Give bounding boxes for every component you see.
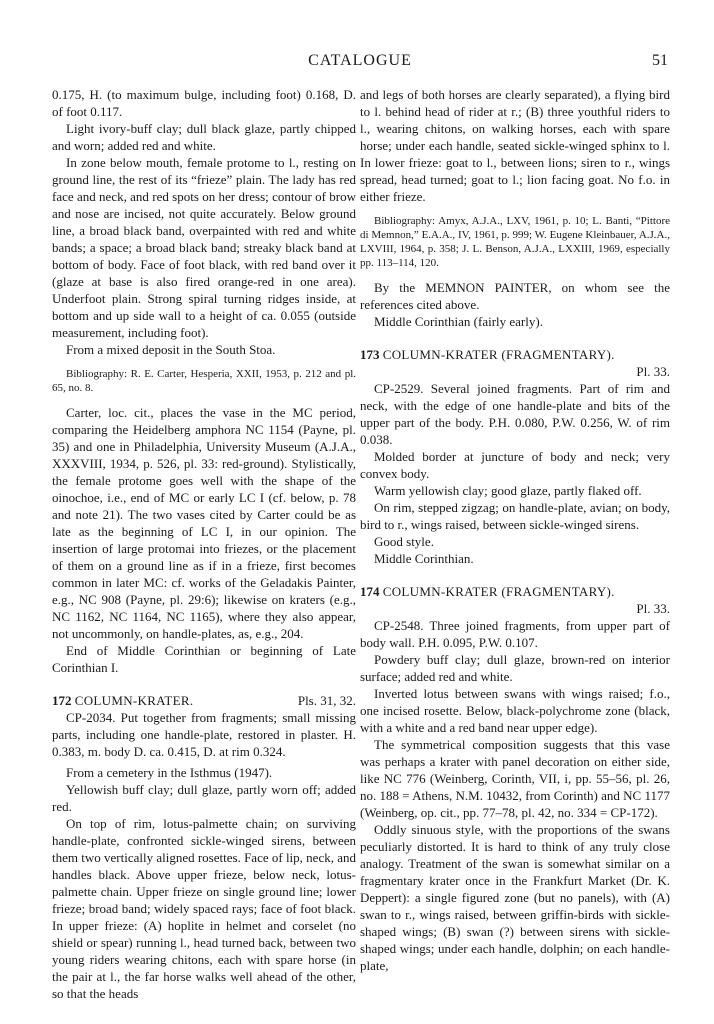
page-header	[52, 52, 668, 76]
paragraph: Yellowish buff clay; dull glaze, partly worn off; added red.	[52, 782, 356, 814]
bibliography: Bibliography: R. E. Carter, Hesperia, XXII, 1953, p. 212 and pl. 65, no. 8.	[52, 368, 356, 394]
paragraph: CP-2529. Several joined fragments. Part of rim and neck, with the edge of one handle-plate and bits of the upper part of the body. P.H. 0.080, P.W. 0.256, W. of rim 0.038.	[360, 381, 670, 447]
running-title: CATALOGUE	[308, 52, 412, 69]
paragraph: End of Middle Corinthian or beginning of Late Corinthian I.	[52, 643, 356, 675]
paragraph: The symmetrical composition suggests that this vase was perhaps a krater with panel decoration on either side, like NC 776 (Weinberg, Corinth, VII, i, pp. 55–56, pl. 26, no. 188 = Athens, N.M. 10432, from Corinth) and NC 1177 (Weinberg, op. cit., pp. 77–78, pl. 42, no. 334 = CP-172).	[360, 737, 670, 820]
entry-heading-174	[360, 583, 670, 600]
plate-reference: Pl. 33.	[636, 601, 670, 616]
entry-number: 172	[52, 693, 72, 708]
paragraph: Light ivory-buff clay; dull black glaze, partly chipped and worn; added red and white.	[52, 121, 356, 153]
paragraph: and legs of both horses are clearly separated), a flying bird to l. behind head of rider at r.; (B) three youthful riders to l., wearing chitons, on walking horses, each with spare horse; under each handle, seated sickle-winged sphinx to l. In lower frieze: goat to l., between lions; siren to r., wings spread, head turned; goat to l.; lion facing goat. No f.o. in either frieze.	[360, 87, 670, 204]
paragraph: 0.175, H. (to maximum bulge, including foot) 0.168, D. of foot 0.117.	[52, 87, 356, 119]
entry-number: 173	[360, 347, 380, 362]
paragraph: CP-2548. Three joined fragments, from upper part of body wall. P.H. 0.095, P.W. 0.107.	[360, 618, 670, 650]
paragraph: From a cemetery in the Isthmus (1947).	[66, 765, 273, 780]
paragraph: CP-2034. Put together from fragments; small missing parts, including one handle-plate, restored in plaster. H. 0.383, m. body D. ca. 0.415, D. at rim 0.324.	[52, 710, 356, 759]
paragraph: On rim, stepped zigzag; on handle-plate, avian; on body, bird to r., wings raised, between sickle-winged sirens.	[360, 500, 670, 532]
entry-heading-173	[360, 346, 670, 363]
paragraph: Middle Corinthian.	[374, 551, 474, 566]
left-column	[52, 86, 356, 1002]
entry-number: 174	[360, 584, 380, 599]
paragraph: Powdery buff clay; dull glaze, brown-red on interior surface; added red and white.	[360, 652, 670, 684]
paragraph: Inverted lotus between swans with wings raised; f.o., one incised rosette. Below, black-polychrome zone (black, with a white and a red band near upper edge).	[360, 686, 670, 735]
plate-reference: Pls. 31, 32.	[297, 693, 356, 708]
paragraph: Carter, loc. cit., places the vase in the MC period, comparing the Heidelberg amphora NC 1154 (Payne, pl. 35) and one in Philadelphia, University Museum (A.J.A., XXXVIII, 1934, p. 526, pl. 33: red-ground). Stylistically, the female protome goes well with the shape of the oinochoe, i.e., end of MC or early LC I (cf. below, p. 78 and note 21). The two vases cited by Carter could be as late as the beginning of LC I, in our opinion. The insertion of large protomai into friezes, or the placement of them on a ground line as if in a frieze, first becomes common in later MC: cf. works of the Geladakis Painter, e.g., NC 908 (Payne, pl. 29:6); likewise on kraters (e.g., NC 1162, NC 1164, NC 1165), where they also appear, not uncommonly, on handle-plates, as, e.g., 204.	[52, 405, 356, 641]
paragraph: Good style.	[374, 534, 434, 549]
plate-reference: Pl. 33.	[636, 364, 670, 379]
right-column	[360, 86, 670, 974]
paragraph: By the MEMNON PAINTER, on whom see the references cited above.	[360, 280, 670, 312]
entry-title: COLUMN-KRATER.	[74, 693, 194, 708]
entry-heading-172	[52, 692, 356, 709]
entry-title: COLUMN-KRATER (FRAGMENTARY).	[382, 347, 615, 362]
paragraph: Warm yellowish clay; good glaze, partly flaked off.	[374, 483, 642, 498]
paragraph: Middle Corinthian (fairly early).	[374, 314, 543, 329]
entry-title: COLUMN-KRATER (FRAGMENTARY).	[382, 584, 615, 599]
paragraph: From a mixed deposit in the South Stoa.	[66, 342, 276, 357]
bibliography: Bibliography: Amyx, A.J.A., LXV, 1961, p. 10; L. Banti, “Pittore di Memnon,” E.A.A., IV, 1961, p. 999; W. Eugene Kleinbauer, A.J.A., LXVIII, 1964, p. 358; J. L. Benson, A.J.A., LXXIII, 1969, especially pp. 113–114, 120.	[360, 215, 670, 269]
paragraph: Oddly sinuous style, with the proportions of the swans peculiarly distorted. It is hard to think of any truly close analogy. Treatment of the swan is somewhat similar on a fragmentary krater once in the Frankfurt Market (Dr. K. Deppert): a single figured zone (but no panels), with (A) swan to r., wings raised, between griffin-birds with sickle-shaped wings; (B) swan (?) between sirens with sickle-shaped wings; under each handle, dolphin; on each handle-plate,	[360, 822, 670, 973]
paragraph: Molded border at juncture of body and neck; very convex body.	[360, 449, 670, 481]
page-number: 51	[652, 52, 668, 69]
paragraph: In zone below mouth, female protome to l., resting on ground line, the rest of its “frieze” plain. The lady has red face and neck, and red spots on her dress; contour of brow and nose are incised, not quite accurately. Below ground line, a broad black band, overpainted with red and white bands; a space; a broad black band; streaky black band at bottom of body. Face of foot black, with red band over it (glaze at base is also fired orange-red in one area). Underfoot plain. Strong spiral turning ridges inside, at bottom and up side wall to a height of ca. 0.055 (outside measurement, including foot).	[52, 155, 356, 340]
paragraph: On top of rim, lotus-palmette chain; on surviving handle-plate, confronted sickle-winged sirens, between them two vertically aligned rosettes. Face of lip, neck, and handles black. Above upper frieze, below neck, lotus-palmette chain. Upper frieze on single ground line; lower frieze; broad band; widely spaced rays; face of foot black. In upper frieze: (A) hoplite in helmet and corselet (no shield or spear) running l., head turned back, between two young riders wearing chitons, each with spare horse (in the pair at l., the far horse walks well ahead of the other, so that the heads	[52, 816, 356, 1001]
